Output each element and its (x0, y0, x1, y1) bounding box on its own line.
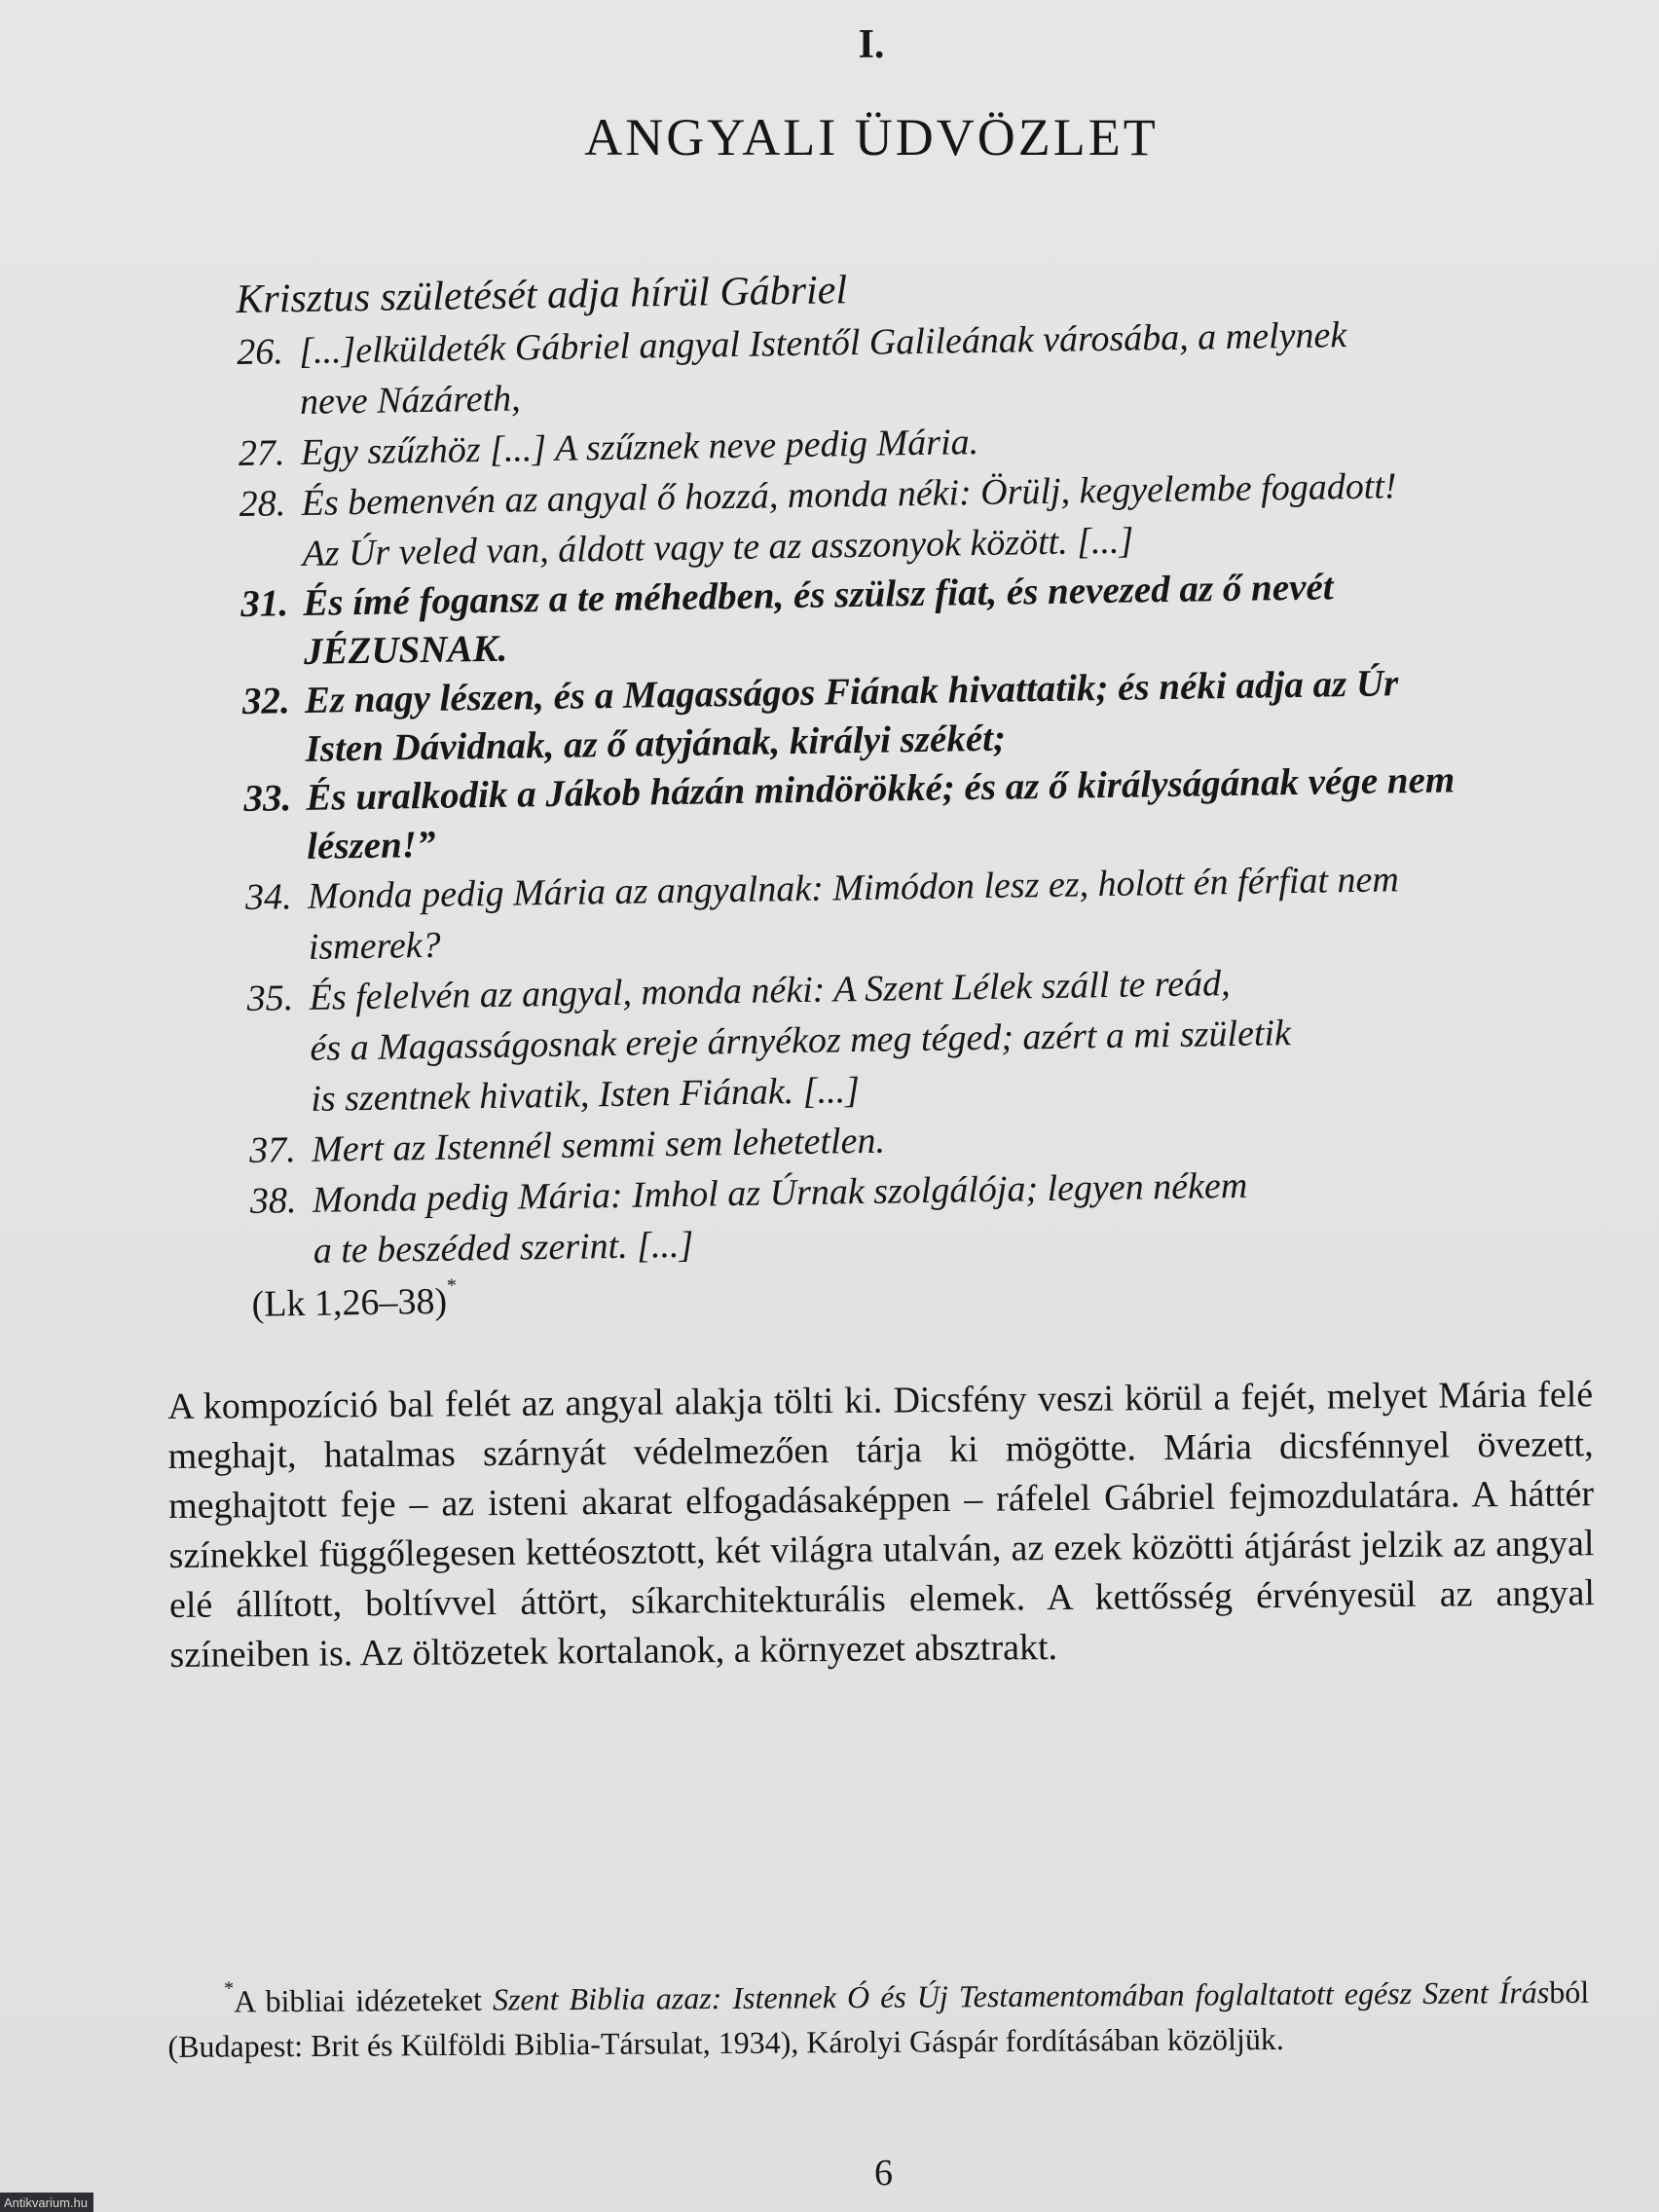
verse-line: Monda pedig Mária: Imhol az Úrnak szolgálója; legyen nékem (312, 1164, 1248, 1221)
footnote (167, 1970, 1590, 2069)
verse-line: És ímé fogansz a te méhedben, és szülsz fiat, és nevezed az ő nevét (302, 566, 1334, 624)
verse-line: ismerek? (308, 924, 441, 968)
scripture-passage (236, 253, 1615, 1330)
verse-line: Az Úr veled van, áldott vagy te az asszonyok között. [...] (302, 520, 1134, 574)
footnote-rest: (Budapest: Brit és Külföldi Biblia-Társulat, 1934), Károlyi Gáspár fordításában közöljük. (167, 2020, 1284, 2064)
page-number: 6 (874, 2153, 893, 2194)
footnote-marker: * (446, 1274, 458, 1297)
verse-line: és a Magasságosnak ereje árnyékoz meg téged; azért a mi születik (310, 1013, 1292, 1069)
footnote-title-suffix: ból (1549, 1973, 1590, 2010)
verse-line: Mert az Istennél semmi sem lehetetlen. (311, 1120, 886, 1170)
chapter-number: I. (858, 22, 885, 67)
verse-line: lészen!” (306, 823, 436, 867)
verse (250, 1155, 1614, 1277)
verse-line: is szentnek hivatik, Isten Fiának. [...] (310, 1070, 861, 1120)
verse-line: És bemenvén az angyal ő hozzá, monda néki: Örülj, kegyelembe fogadott! (301, 465, 1397, 524)
verse-line: [...]elküldeték Gábriel angyal Istentől Galileának városába, a melynek (298, 314, 1347, 372)
citation-text: (Lk 1,26–38) (251, 1280, 448, 1325)
verse-number: 37. (248, 1129, 296, 1171)
footnote-marker: * (223, 1977, 235, 2000)
verse-number: 38. (249, 1180, 297, 1222)
verse-line: Monda pedig Mária az angyalnak: Mimódon lesz ez, holott én férfiat nem (307, 859, 1400, 917)
verse-line: Egy szűzhöz [...] A szűznek neve pedig Mária. (300, 422, 979, 473)
watermark: Antikvarium.hu (0, 2193, 93, 2212)
passage-heading: Krisztus születését adja hírül Gábriel (236, 268, 848, 322)
footnote-intro: A bibliai idézeteket (234, 1981, 483, 2019)
verse-line: És felelvén az angyal, monda néki: A Szent Lélek száll te reád, (309, 963, 1231, 1018)
verse-line: És uralkodik a Jákob házán mindörökké; és az ő királyságának vége nem (306, 758, 1456, 819)
verse-number: 31. (240, 582, 289, 625)
verse-line: JÉZUSNAK. (303, 627, 508, 673)
verse-line: Isten Dávidnak, az ő atyjának, királyi székét; (305, 717, 1007, 770)
verse-number: 27. (238, 432, 285, 474)
chapter-title: ANGYALI ÜDVÖZLET (584, 108, 1159, 166)
verse-number: 34. (244, 876, 292, 918)
verse-number: 33. (243, 777, 292, 820)
verse (246, 952, 1611, 1125)
verse-line: Ez nagy lészen, és a Magasságos Fiának hivattatik; és néki adja az Úr (304, 662, 1399, 721)
verse-number: 28. (239, 483, 286, 525)
footnote-book-title: Szent Biblia azaz: Istennek Ó és Új Testamentomában foglaltatott egész Szent Írás (492, 1974, 1550, 2017)
verse-number: 32. (241, 680, 290, 722)
commentary-paragraph: A kompozíció bal felét az angyal alakja tölti ki. Dicsfény veszi körül a fejét, melyet Mária felé meghajt, hatalmas szárnyát védelmezően tárja ki mögötte. Mária dicsfénnyel övezett, meghajtott feje – az isteni akarat elfogadásaképpen – ráfelel Gábriel fejmozdulatára. A háttér színekkel függőlegesen kettéosztott, két világra utalván, az ezek közötti átjárást jelzik az angyal elé állított, boltívvel áttört, síkarchitekturális elemek. A kettősség érvényesül az angyal színeiben is. Az öltözetek kortalanok, a környezet absztrakt. (167, 1374, 1596, 1676)
verse-line: neve Názáreth, (299, 378, 521, 423)
verse-number: 35. (246, 977, 294, 1019)
verse-line: a te beszéded szerint. [...] (313, 1224, 694, 1272)
verse-number: 26. (236, 331, 284, 373)
